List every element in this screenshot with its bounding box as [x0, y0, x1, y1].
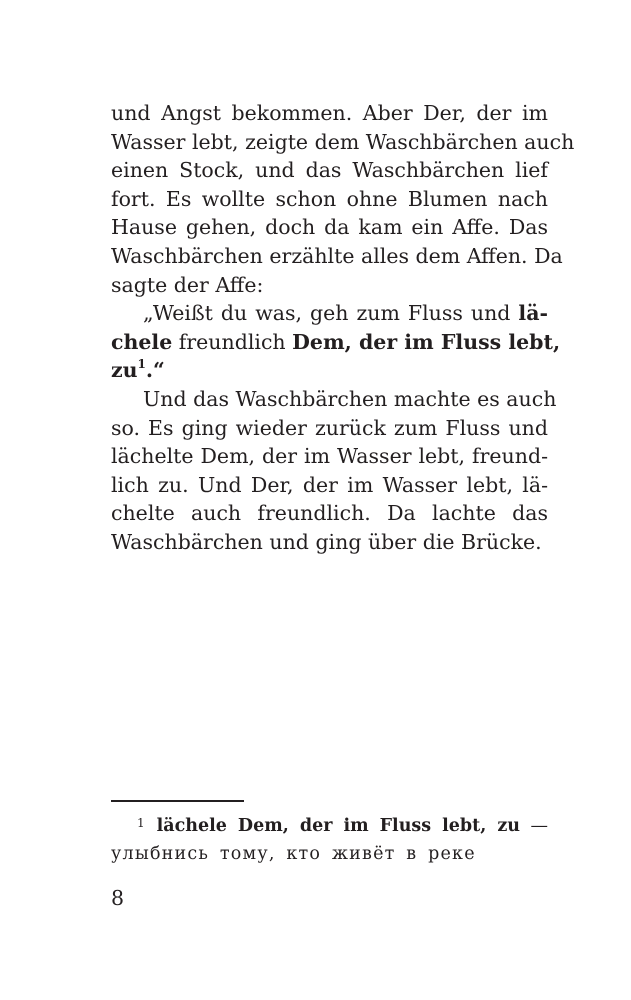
text-line: Waschbärchen und ging über die Brücke. — [111, 529, 542, 554]
quote-text: freundlich — [172, 329, 293, 354]
footnote-reference: 1 — [137, 356, 146, 371]
paragraph-1 — [111, 99, 575, 299]
footnote — [111, 813, 548, 868]
main-text — [111, 99, 575, 557]
text-line: lich zu. Und Der, der im Wasser lebt, lä- — [111, 472, 548, 497]
text-line — [111, 328, 561, 357]
text-line — [111, 299, 548, 328]
quote-close: .“ — [145, 358, 165, 383]
text-line: so. Es ging wieder zurück zum Fluss und — [111, 415, 548, 440]
footnote-line — [111, 813, 548, 841]
text-line — [111, 356, 548, 385]
text-line: sagte der Affe: — [111, 272, 264, 297]
bold-phrase: lä- — [518, 301, 548, 326]
page-number: 8 — [111, 886, 125, 910]
quote-text: „Weißt du was, geh zum Fluss und — [143, 301, 519, 326]
text-line: Wasser lebt, zeigte dem Waschbärchen auch — [111, 129, 575, 154]
text-line: Hause gehen, doch da kam ein Affe. Das — [111, 215, 548, 240]
bold-phrase: Dem, der im Fluss lebt, — [292, 329, 561, 354]
text-line: Waschbärchen erzählte alles dem Affen. Da — [111, 243, 563, 268]
paragraph-2-quote — [111, 299, 561, 385]
text-line: lächelte Dem, der im Wasser lebt, freund- — [111, 444, 548, 469]
text-line: und Angst bekommen. Aber Der, der im — [111, 101, 548, 125]
footnote-divider — [111, 800, 244, 802]
text-line: Und das Waschbärchen machte es auch — [143, 386, 557, 411]
footnote-translation: улыбнись тому, кто живёт в реке — [111, 844, 476, 864]
footnote-term: lächele Dem, der im Fluss lebt, zu — [156, 816, 520, 836]
footnote-dash: — — [530, 816, 548, 836]
footnote-marker: 1 — [137, 816, 145, 830]
bold-phrase: chele — [111, 329, 173, 354]
bold-phrase: zu — [111, 358, 138, 383]
text-line: einen Stock, und das Waschbärchen lief — [111, 158, 548, 183]
paragraph-3 — [111, 385, 557, 557]
text-line: chelte auch freundlich. Da lachte das — [111, 501, 548, 526]
text-line: fort. Es wollte schon ohne Blumen nach — [111, 186, 548, 211]
